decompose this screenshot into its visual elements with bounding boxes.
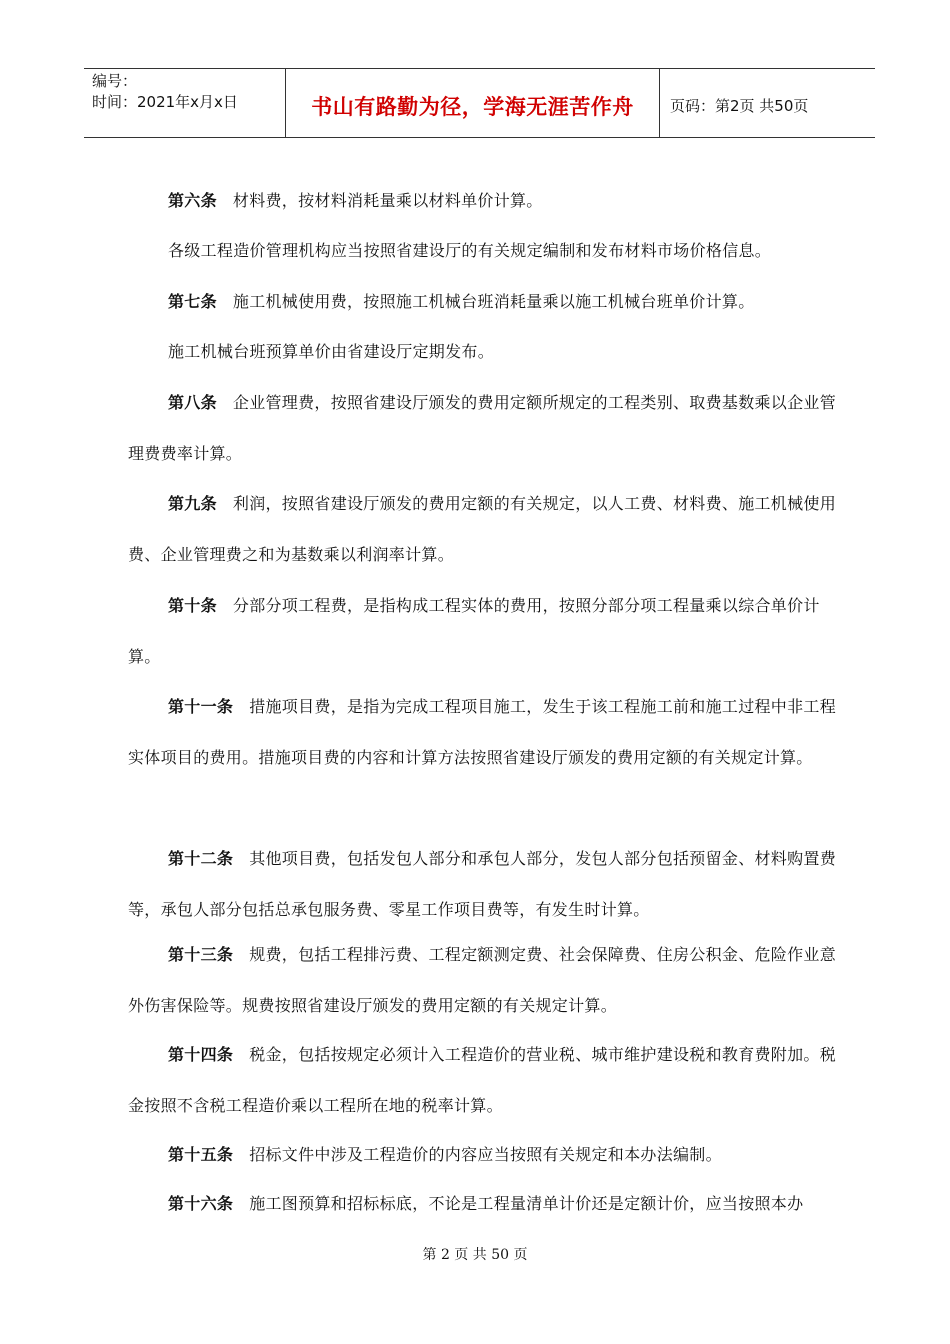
date-label: 时间：2021年x月x日 [92,93,238,111]
page-header [84,68,875,138]
header-meta [92,71,238,113]
paragraph-article-16 [128,1178,838,1229]
article-number: 第十一条 [168,697,234,716]
paragraph-text: 分部分项工程费，是指构成工程实体的费用，按照分部分项工程量乘以综合单价计算。 [128,596,820,666]
article-number: 第六条 [168,191,217,210]
article-number: 第八条 [168,393,217,412]
paragraph-text: 招标文件中涉及工程造价的内容应当按照有关规定和本办法编制。 [249,1145,722,1164]
paragraph-article-9 [128,478,838,580]
article-number: 第十五条 [168,1145,234,1164]
paragraph-text: 施工机械台班预算单价由省建设厅定期发布。 [168,342,495,361]
paragraph-text: 利润，按照省建设厅颁发的费用定额的有关规定，以人工费、材料费、施工机械使用费、企业管理费之和为基数乘以利润率计算。 [128,494,837,564]
paragraph-text: 措施项目费，是指为完成工程项目施工，发生于该工程施工前和施工过程中非工程实体项目的费用。措施项目费的内容和计算方法按照省建设厅颁发的费用定额的有关规定计算。 [128,697,837,767]
paragraph [128,326,838,377]
serial-label: 编号： [92,72,138,90]
header-page-number: 页码：第2页 共50页 [670,97,809,115]
paragraph-article-8 [128,377,838,479]
paragraph-text: 税金，包括按规定必须计入工程造价的营业税、城市维护建设税和教育费附加。税金按照不含税工程造价乘以工程所在地的税率计算。 [128,1045,837,1115]
page-footer: 第 2 页 共 50 页 [422,1247,528,1263]
paragraph-article-7 [128,276,838,327]
article-number: 第七条 [168,292,217,311]
article-number: 第九条 [168,494,217,513]
paragraph-article-13 [128,929,838,1031]
header-motto: 书山有路勤为径，学海无涯苦作舟 [311,95,634,119]
paragraph-article-11 [128,681,838,783]
paragraph-text: 规费，包括工程排污费、工程定额测定费、社会保障费、住房公积金、危险作业意外伤害保险等。规费按照省建设厅颁发的费用定额的有关规定计算。 [128,945,837,1015]
paragraph-text: 材料费，按材料消耗量乘以材料单价计算。 [232,191,543,210]
header-divider [659,69,660,137]
article-number: 第十三条 [168,945,234,964]
paragraph-article-6 [128,175,838,226]
paragraph-article-14 [128,1029,838,1131]
paragraph-text: 施工机械使用费，按照施工机械台班消耗量乘以施工机械台班单价计算。 [232,292,755,311]
paragraph-article-12 [128,833,838,935]
paragraph [128,225,838,276]
article-number: 第十四条 [168,1045,234,1064]
paragraph-text: 各级工程造价管理机构应当按照省建设厅的有关规定编制和发布材料市场价格信息。 [168,241,772,260]
article-number: 第十条 [168,596,217,615]
article-number: 第十六条 [168,1194,234,1213]
paragraph-article-10 [128,580,838,682]
article-number: 第十二条 [168,849,234,868]
paragraph-text: 其他项目费，包括发包人部分和承包人部分，发包人部分包括预留金、材料购置费等，承包人部分包括总承包服务费、零星工作项目费等，有发生时计算。 [128,849,837,919]
paragraph-article-15 [128,1129,838,1180]
paragraph-text: 企业管理费，按照省建设厅颁发的费用定额所规定的工程类别、取费基数乘以企业管理费费率计算。 [128,393,837,463]
paragraph-text: 施工图预算和招标标底，不论是工程量清单计价还是定额计价，应当按照本办 [249,1194,804,1213]
